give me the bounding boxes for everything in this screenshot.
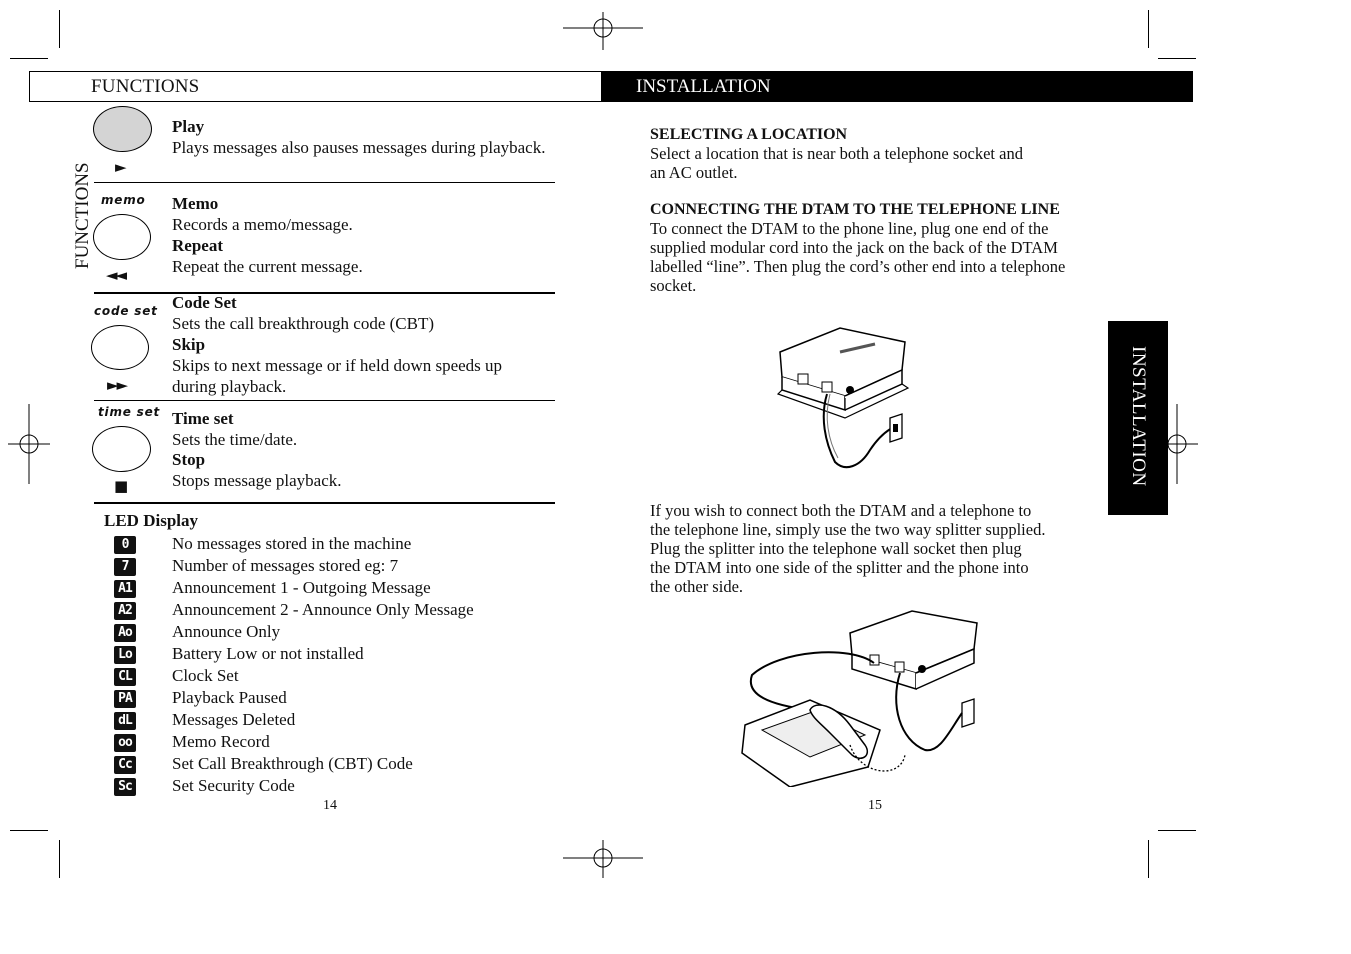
led-icon: CL <box>114 668 136 686</box>
skip-desc-line1: Skips to next message or if held down speeds up <box>172 356 503 375</box>
play-desc: Plays messages also pauses messages during playback. <box>172 138 546 157</box>
led-description: Messages Deleted <box>172 710 296 729</box>
installation-header-title: INSTALLATION <box>636 76 771 97</box>
led-description: Set Call Breakthrough (CBT) Code <box>172 754 413 773</box>
led-description: Memo Record <box>172 732 270 751</box>
crop-mark <box>10 830 48 831</box>
text-line: If you wish to connect both the DTAM and a telephone to <box>650 501 1032 520</box>
memo-button-label: memo <box>101 193 146 207</box>
code-set-button-graphic <box>91 325 149 370</box>
led-icon: Lo <box>114 646 136 664</box>
crop-mark <box>1158 58 1196 59</box>
functions-side-tab-label: FUNCTIONS <box>72 162 93 269</box>
memo-button-graphic <box>93 214 151 260</box>
section-connecting-text <box>650 219 1090 295</box>
installation-side-tab <box>1108 321 1168 515</box>
text-line: socket. <box>650 276 697 295</box>
skip-title: Skip <box>172 335 206 354</box>
led-icon: oo <box>114 734 136 752</box>
led-icon: PA <box>114 690 136 708</box>
installation-header <box>602 71 1193 102</box>
crop-mark <box>1158 830 1196 831</box>
text-line: supplied modular cord into the jack on the back of the DTAM <box>650 238 1058 257</box>
led-description: Clock Set <box>172 666 239 685</box>
led-description: No messages stored in the machine <box>172 534 412 553</box>
divider <box>94 400 555 401</box>
section-title-connecting: CONNECTING THE DTAM TO THE TELEPHONE LINE <box>650 201 1060 218</box>
rewind-icon: ◄◄ <box>106 266 126 284</box>
section-splitter-text <box>650 501 1090 596</box>
led-icon: 0 <box>114 536 136 554</box>
functions-header <box>29 71 602 102</box>
code-set-title: Code Set <box>172 293 237 312</box>
text-line: To connect the DTAM to the phone line, plug one end of the <box>650 219 1049 238</box>
repeat-title: Repeat <box>172 236 223 255</box>
text-line: Plug the splitter into the telephone wall socket then plug <box>650 539 1022 558</box>
fast-forward-icon: ►► <box>107 376 127 394</box>
crop-mark <box>1148 840 1149 878</box>
text-line: the DTAM into one side of the splitter and the phone into <box>650 558 1029 577</box>
divider <box>94 502 555 504</box>
play-icon: ► <box>115 158 127 176</box>
section-title-location: SELECTING A LOCATION <box>650 126 848 143</box>
led-icon: 7 <box>114 558 136 576</box>
text-line: Select a location that is near both a telephone socket and <box>650 144 1023 163</box>
led-display-title: LED Display <box>104 511 198 530</box>
functions-header-title: FUNCTIONS <box>91 76 200 97</box>
led-description: Number of messages stored eg: 7 <box>172 556 399 575</box>
led-description: Set Security Code <box>172 776 295 795</box>
led-description: Announce Only <box>172 622 281 641</box>
text-line: labelled “line”. Then plug the cord’s other end into a telephone <box>650 257 1066 276</box>
registration-mark-bottom <box>563 840 643 880</box>
divider <box>94 292 555 294</box>
stop-desc: Stops message playback. <box>172 471 342 490</box>
time-set-button-label: time set <box>98 405 161 419</box>
crop-mark <box>59 10 60 48</box>
crop-mark <box>59 840 60 878</box>
time-set-button-graphic <box>92 426 151 472</box>
text-line: the other side. <box>650 577 744 596</box>
page-number-left: 14 <box>323 798 337 813</box>
dtam-phone-splitter-illustration <box>740 605 990 787</box>
functions-side-tab <box>53 162 93 270</box>
text-line: an AC outlet. <box>650 163 738 182</box>
section-location-text <box>650 144 1090 182</box>
crop-mark <box>10 58 48 59</box>
memo-desc: Records a memo/message. <box>172 215 353 234</box>
code-set-desc: Sets the call breakthrough code (CBT) <box>172 314 435 333</box>
divider <box>94 182 555 183</box>
time-set-desc: Sets the time/date. <box>172 430 298 449</box>
led-icon: A2 <box>114 602 136 620</box>
text-line: the telephone line, simply use the two way splitter supplied. <box>650 520 1046 539</box>
registration-mark-left <box>8 404 50 484</box>
installation-side-tab-label: INSTALLATION <box>1128 346 1149 487</box>
stop-title: Stop <box>172 450 206 469</box>
play-button-graphic <box>93 106 152 152</box>
registration-mark-top <box>563 12 643 52</box>
led-icon: A1 <box>114 580 136 598</box>
play-title: Play <box>172 117 205 136</box>
crop-mark <box>1148 10 1149 48</box>
skip-desc-line2: during playback. <box>172 377 287 396</box>
page-number-right: 15 <box>868 798 882 813</box>
code-set-button-label: code set <box>94 304 158 318</box>
time-set-title: Time set <box>172 409 234 428</box>
led-description: Announcement 2 - Announce Only Message <box>172 600 474 619</box>
led-icon: Ao <box>114 624 136 642</box>
dtam-wall-connection-illustration <box>770 322 920 474</box>
led-icon: Cc <box>114 756 136 774</box>
led-icon: Sc <box>114 778 136 796</box>
led-description: Playback Paused <box>172 688 287 707</box>
stop-icon: ■ <box>114 477 129 495</box>
led-icon: dL <box>114 712 136 730</box>
repeat-desc: Repeat the current message. <box>172 257 363 276</box>
memo-title: Memo <box>172 194 219 213</box>
led-description: Battery Low or not installed <box>172 644 364 663</box>
led-description: Announcement 1 - Outgoing Message <box>172 578 431 597</box>
